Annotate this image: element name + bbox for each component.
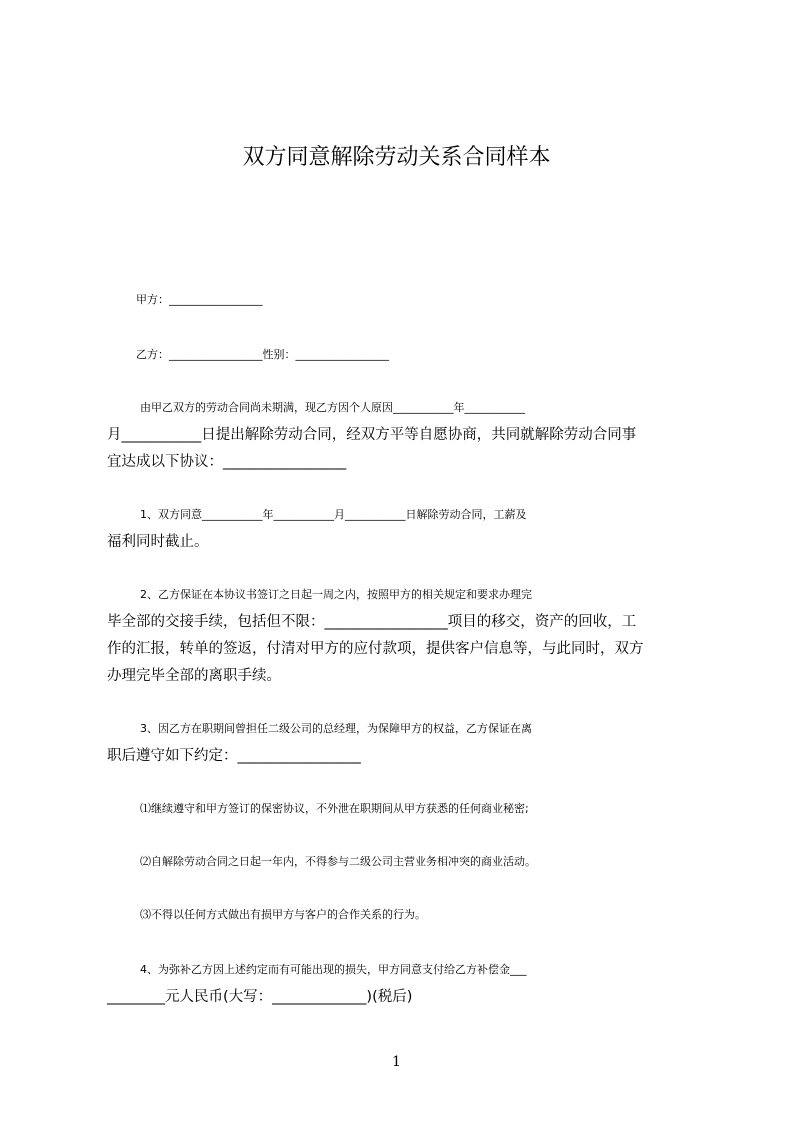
intro-line-2: 月___________日提出解除劳动合同，经双方平等自愿协商，共同就解除劳动合同事 xyxy=(107,427,637,443)
clause-3-line-2: 职后遵守如下约定：_________________ xyxy=(107,748,361,764)
clause-4-line-1: 4、为弥补乙方因上述约定而有可能出现的损失，甲方同意支付给乙方补偿金___ xyxy=(140,963,527,976)
clause-3-item-1: ⑴继续遵守和甲方签订的保密协议，不外泄在职期间从甲方获悉的任何商业秘密; xyxy=(140,802,529,815)
clause-2-line-1: 2、乙方保证在本协议书签订之日起一周之内，按照甲方的相关规定和要求办理完 xyxy=(140,588,532,601)
clause-1-line-2: 福利同时截止。 xyxy=(107,534,209,550)
clause-1-line-1: 1、双方同意___________年___________月___________日解除劳动合同，工薪及 xyxy=(140,508,527,521)
clause-2-line-4: 办理完毕全部的离职手续。 xyxy=(107,668,281,684)
party-a-line: 甲方：_________________ xyxy=(136,293,263,306)
document-title: 双方同意解除劳动关系合同样本 xyxy=(242,145,551,170)
intro-line-3: 宜达成以下协议：_________________ xyxy=(107,454,347,470)
clause-3-item-2: ⑵自解除劳动合同之日起一年内，不得参与二级公司主营业务相冲突的商业活动。 xyxy=(140,855,536,868)
clause-4-line-2: ________元人民币(大写：_____________)(税后) xyxy=(107,989,413,1005)
clause-2-line-2: 毕全部的交接手续，包括但不限：_________________项目的移交，资产的回收，工 xyxy=(107,614,637,630)
intro-line-1: 由甲乙双方的劳动合同尚未期满，现乙方因个人原因___________年___________ xyxy=(140,401,525,414)
party-b-line: 乙方：_________________性别：_________________ xyxy=(136,348,389,361)
page-number: 1 xyxy=(392,1054,401,1070)
clause-2-line-3: 作的汇报，转单的签返，付清对甲方的应付款项，提供客户信息等，与此同时，双方 xyxy=(107,641,644,657)
clause-3-item-3: ⑶不得以任何方式做出有损甲方与客户的合作关系的行为。 xyxy=(140,908,426,921)
clause-3-line-1: 3、因乙方在职期间曾担任二级公司的总经理，为保障甲方的权益，乙方保证在离 xyxy=(140,722,532,735)
